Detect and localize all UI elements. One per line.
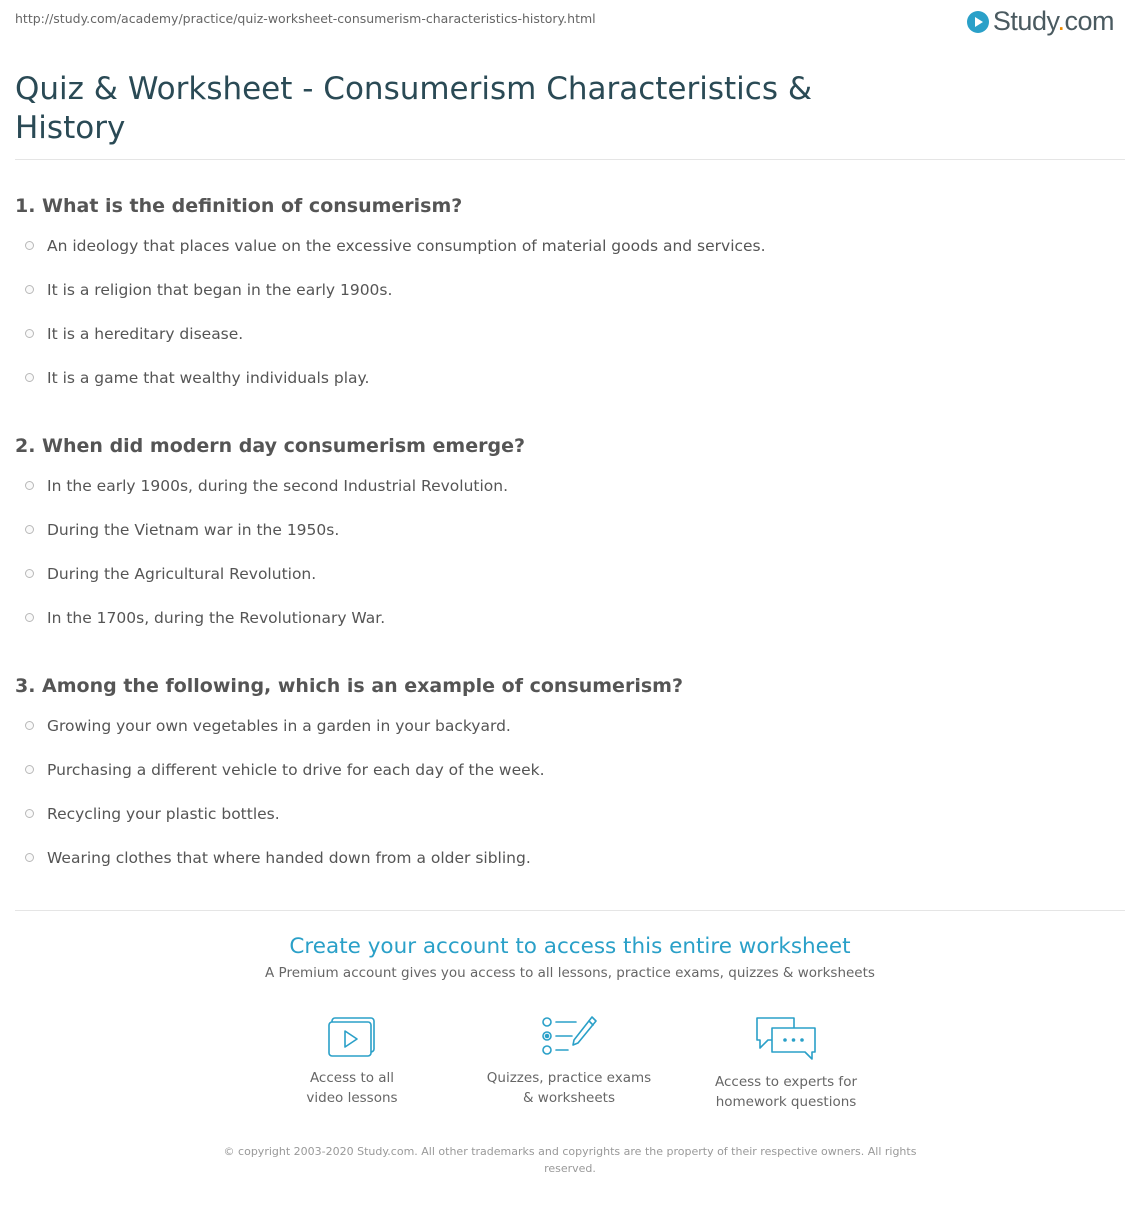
answer-list [15, 236, 1115, 412]
cta-subheading: A Premium account gives you access to all lessons, practice exams, quizzes & worksheets [265, 965, 875, 981]
feature-experts [686, 1014, 886, 1112]
cta-heading-link[interactable]: Create your account to access this entire worksheet [289, 934, 851, 959]
answer-text: It is a religion that began in the early 1900s. [47, 281, 393, 299]
radio-icon[interactable] [25, 373, 34, 382]
radio-icon[interactable] [25, 285, 34, 294]
answer-option[interactable] [15, 804, 1115, 848]
answer-option[interactable] [15, 760, 1115, 804]
content-divider [15, 910, 1125, 911]
title-divider [15, 159, 1125, 160]
answer-text: In the early 1900s, during the second Industrial Revolution. [47, 477, 509, 495]
radio-icon[interactable] [25, 241, 34, 250]
question-title: 1. What is the definition of consumerism? [15, 195, 463, 217]
answer-list [15, 476, 1115, 652]
answer-text: Purchasing a different vehicle to drive for each day of the week. [47, 761, 545, 779]
radio-icon[interactable] [25, 853, 34, 862]
answer-text: It is a hereditary disease. [47, 325, 244, 343]
answer-option[interactable] [15, 608, 1115, 652]
radio-icon[interactable] [25, 721, 34, 730]
quiz-checklist-icon [540, 1014, 598, 1058]
answer-option[interactable] [15, 848, 1115, 892]
radio-icon[interactable] [25, 613, 34, 622]
chat-bubbles-icon [754, 1014, 818, 1062]
radio-icon[interactable] [25, 481, 34, 490]
answer-text: Wearing clothes that where handed down from a older sibling. [47, 849, 531, 867]
answer-option[interactable] [15, 324, 1115, 368]
question-2 [15, 434, 1115, 652]
logo-wordmark: Study.com [992, 6, 1114, 36]
answer-text: During the Vietnam war in the 1950s. [47, 521, 340, 539]
signup-cta [0, 934, 1140, 981]
page-url: http://study.com/academy/practice/quiz-worksheet-consumerism-characteristics-history.html [15, 11, 596, 26]
answer-text: During the Agricultural Revolution. [47, 565, 317, 583]
answer-option[interactable] [15, 236, 1115, 280]
answer-text: It is a game that wealthy individuals play. [47, 369, 370, 387]
answer-option[interactable] [15, 520, 1115, 564]
footer [0, 1143, 1140, 1177]
feature-quizzes [469, 1014, 669, 1108]
answer-text: An ideology that places value on the excessive consumption of material goods and services. [47, 237, 766, 255]
answer-option[interactable] [15, 476, 1115, 520]
answer-option[interactable] [15, 280, 1115, 324]
feature-video-lessons [252, 1014, 452, 1108]
play-logo-icon [966, 10, 990, 34]
question-title: 2. When did modern day consumerism emerge? [15, 435, 525, 457]
answer-option[interactable] [15, 368, 1115, 412]
study-logo[interactable] [966, 6, 1114, 37]
page-title: Quiz & Worksheet - Consumerism Characteristics & History [15, 71, 812, 146]
radio-icon[interactable] [25, 329, 34, 338]
feature-label: Quizzes, practice exams & worksheets [486, 1070, 652, 1106]
answer-text: In the 1700s, during the Revolutionary War. [47, 609, 386, 627]
copyright-text: © copyright 2003-2020 Study.com. All other trademarks and copyrights are the property of their respective owners. All rights reserved. [223, 1145, 917, 1175]
radio-icon[interactable] [25, 525, 34, 534]
answer-list [15, 716, 1115, 892]
radio-icon[interactable] [25, 765, 34, 774]
answer-option[interactable] [15, 564, 1115, 608]
radio-icon[interactable] [25, 569, 34, 578]
radio-icon[interactable] [25, 809, 34, 818]
question-1 [15, 194, 1115, 412]
question-3 [15, 674, 1115, 892]
answer-text: Recycling your plastic bottles. [47, 805, 280, 823]
feature-label: Access to all video lessons [306, 1070, 398, 1106]
question-title: 3. Among the following, which is an example of consumerism? [15, 675, 683, 697]
answer-text: Growing your own vegetables in a garden in your backyard. [47, 717, 511, 735]
video-lessons-icon [326, 1014, 378, 1058]
answer-option[interactable] [15, 716, 1115, 760]
feature-label: Access to experts for homework questions [714, 1074, 857, 1110]
